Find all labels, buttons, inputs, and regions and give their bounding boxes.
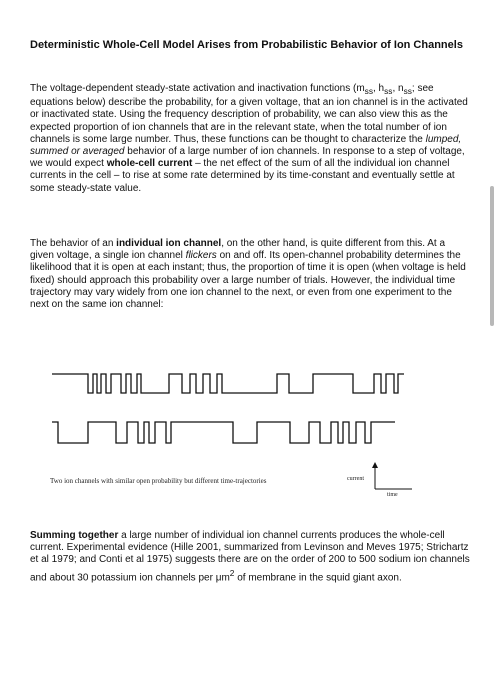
figure-caption: Two ion channels with similar open probability but different time-trajectories xyxy=(50,477,267,485)
current-arrowhead xyxy=(372,462,378,468)
text-run: , on the other hand, is quite different from this. At a given voltage, a single ion channel xyxy=(30,238,446,262)
paragraph-individual-channel xyxy=(30,238,470,311)
text-run: , h xyxy=(372,83,385,94)
emphasis-text: lumped, summed or averaged xyxy=(30,133,462,158)
emphasis-text: flickers xyxy=(185,250,217,262)
time-scale-label: time xyxy=(387,492,398,498)
text-run: behavior of a large number of ion channels. In response to a step of voltage, we would expect xyxy=(30,146,465,170)
text-run: , n xyxy=(392,83,404,94)
text-run: ; see equations below) describe the probability, for a given voltage, that an ion channel is in the activated or inactivated state. Using the frequency description of probability, we can also view this as the expected proportion of ion channels that are in the relevant state, when the total number of ion channels is some large number. Thus, these functions can be thought to characterize the xyxy=(30,83,468,145)
text-run: a large number of individual ion channel currents produces the whole-cell current. Experimental evidence (Hille 2001, summarized from Levinson and Meves 1975; Strichartz et al 1979; and Conti et al 1975) suggests there are on the order of 200 to 500 sodium ion channels and about 30 potassium ion channels per xyxy=(30,530,470,583)
text-run: – the net effect of the sum of all the individual ion channel currents in the cell – to rise at some rate determined by its time-constant and eventually settle at some steady-state value. xyxy=(30,158,455,194)
vertical-scrollbar[interactable] xyxy=(490,186,494,326)
text-run: The behavior of an xyxy=(30,238,117,249)
subscript: ss xyxy=(384,86,393,96)
text-run: on and off. Its open-channel probability determines the likelihood that it is open at each instant; thus, the proportion of time it is open (when voltage is held fixed) should approach this probability over a large number of trials. However, the individual time trajectory may vary widely from one ion channel to the next, or even from one experiment to the next on the same ion channel: xyxy=(30,250,466,311)
text-run: The voltage-dependent steady-state activation and inactivation functions (m xyxy=(30,83,365,94)
text-run: of membrane in the squid giant axon. xyxy=(234,571,402,583)
superscript: 2 xyxy=(229,567,235,578)
current-scale-label: current xyxy=(347,476,364,482)
bold-text: Summing together xyxy=(30,530,119,541)
page-title: Deterministic Whole-Cell Model Arises from Probabilistic Behavior of Ion Channels xyxy=(30,39,463,51)
unit-text: μm xyxy=(215,571,230,583)
paragraph-steady-state xyxy=(30,83,470,195)
channel-trace-1 xyxy=(52,374,404,393)
channel-trace-2 xyxy=(52,422,395,443)
subscript: ss xyxy=(364,86,373,96)
paragraph-summing xyxy=(30,530,470,584)
ion-channel-figure xyxy=(40,355,460,505)
subscript: ss xyxy=(403,86,412,96)
bold-text: individual ion channel xyxy=(116,238,222,249)
bold-text: whole-cell current xyxy=(106,158,193,170)
